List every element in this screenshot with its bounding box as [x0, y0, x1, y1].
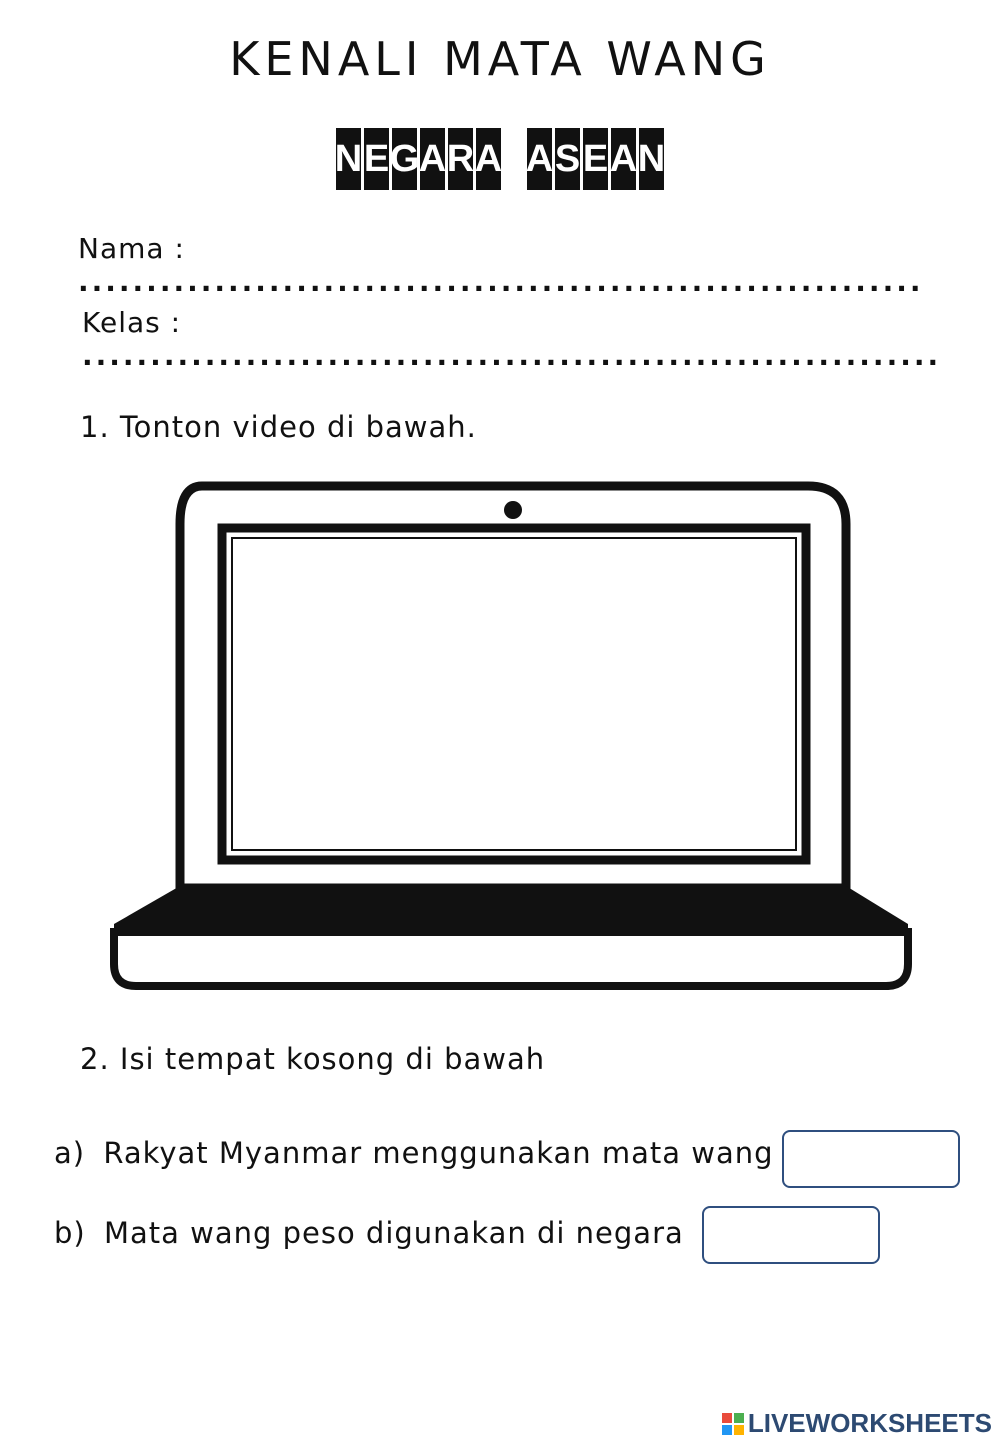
class-blank[interactable]: ...............................................................	[82, 339, 942, 372]
banner-letter: R	[448, 128, 473, 190]
answer-box-b[interactable]	[702, 1206, 880, 1264]
banner-letter: S	[555, 128, 580, 190]
laptop-base	[114, 886, 908, 934]
logo-grid-icon	[722, 1413, 744, 1435]
liveworksheets-logo	[722, 1408, 992, 1439]
banner-letter: G	[392, 128, 417, 190]
banner-letter: A	[527, 128, 552, 190]
banner-letter: A	[611, 128, 636, 190]
banner-word-asean	[527, 128, 664, 190]
banner-letter: E	[583, 128, 608, 190]
item-text: Rakyat Myanmar menggunakan mata wang	[103, 1136, 774, 1170]
item-text: Mata wang peso digunakan di negara	[103, 1216, 684, 1250]
question-2a	[54, 1136, 774, 1170]
item-label: a)	[54, 1136, 86, 1170]
camera-icon	[504, 501, 522, 519]
video-screen	[222, 528, 806, 860]
banner-letter: A	[420, 128, 445, 190]
item-label: b)	[54, 1216, 86, 1250]
question-2-text: 2. Isi tempat kosong di bawah	[80, 1042, 546, 1076]
name-blank[interactable]: ..............................................................	[78, 265, 924, 298]
banner-letter: N	[639, 128, 664, 190]
laptop-video-frame[interactable]	[110, 478, 912, 992]
question-2b	[54, 1216, 684, 1250]
banner-letter: E	[364, 128, 389, 190]
brand-name: LIVEWORKSHEETS	[747, 1408, 992, 1438]
page-title: KENALI MATA WANG	[229, 32, 771, 86]
banner-letter: A	[476, 128, 501, 190]
question-1-text: 1. Tonton video di bawah.	[80, 410, 477, 444]
banner-title	[0, 128, 1000, 190]
name-label: Nama :	[78, 232, 185, 265]
banner-word-negara	[336, 128, 501, 190]
class-label: Kelas :	[82, 306, 182, 339]
class-field	[82, 306, 1000, 372]
name-field	[78, 232, 1000, 298]
banner-letter: N	[336, 128, 361, 190]
answer-box-a[interactable]	[782, 1130, 960, 1188]
